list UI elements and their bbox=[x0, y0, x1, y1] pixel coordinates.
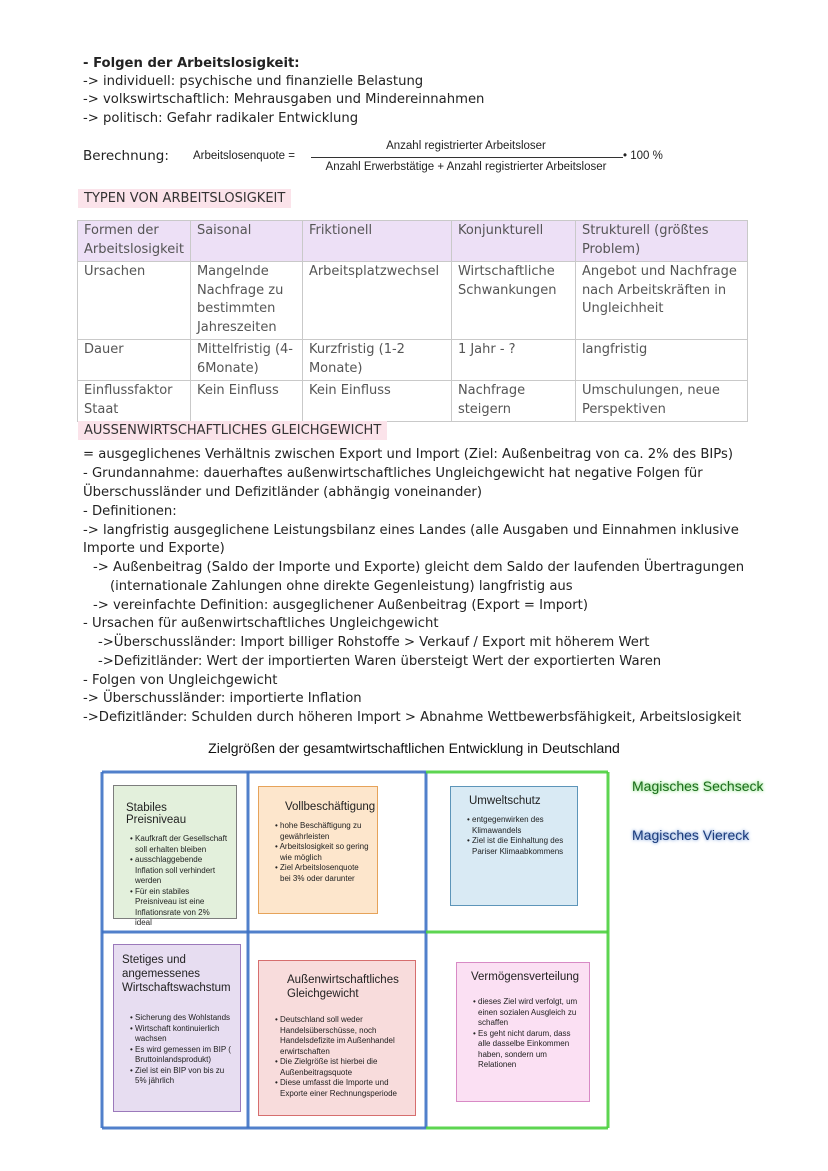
card-title: Umweltschutz bbox=[469, 795, 541, 807]
formula-denominator: Anzahl Erwerbstätige + Anzahl registrierter Arbeitsloser bbox=[325, 161, 607, 173]
card-title: Vollbeschäftigung bbox=[285, 801, 376, 813]
table-cell: Angebot und Nachfrage nach Arbeitskräften in Ungleichheit bbox=[575, 262, 747, 340]
table-cell: Nachfrage steigern bbox=[451, 381, 575, 422]
note-line: -> Außenbeitrag (Saldo der Importe und Exporte) gleicht dem Saldo der laufenden Übertragungen bbox=[93, 560, 745, 575]
card-umweltschutz bbox=[450, 786, 578, 906]
card-bullet: • Arbeitslosigkeit so gering wie möglich bbox=[275, 842, 369, 863]
table-header-cell: Saisonal bbox=[190, 221, 302, 262]
table-header-cell: Friktionell bbox=[302, 221, 451, 262]
card-bullet: • Ziel ist die Einhaltung des Pariser Klimaabkommens bbox=[467, 836, 569, 857]
card-bullets bbox=[459, 815, 569, 857]
card-bullet: • Wirtschaft kontinuierlich wachsen bbox=[130, 1024, 232, 1045]
table-cell: Dauer bbox=[78, 340, 191, 381]
table-cell: Kein Einfluss bbox=[190, 381, 302, 422]
card-bullets bbox=[122, 1013, 232, 1087]
card-bullet: • Die Zielgröße ist hierbei die Außenbeitragsquote bbox=[275, 1057, 407, 1078]
table-cell: Kein Einfluss bbox=[302, 381, 451, 422]
card-bullet: • Es geht nicht darum, dass alle dasselbe Einkommen haben, sondern um Relationen bbox=[473, 1029, 581, 1071]
card-title: Vermögensverteilung bbox=[471, 971, 580, 983]
card-bullets bbox=[267, 821, 369, 884]
card-bullet: • entgegenwirken des Klimawandels bbox=[467, 815, 569, 836]
table-cell: langfristig bbox=[575, 340, 747, 381]
table-cell: Mangelnde Nachfrage zu bestimmten Jahreszeiten bbox=[190, 262, 302, 340]
card-vermoegensverteilung bbox=[456, 962, 590, 1102]
card-title: Außenwirtschaftliches Gleichgewicht bbox=[287, 974, 399, 1000]
table-cell: Umschulungen, neue Perspektiven bbox=[575, 381, 747, 422]
table-row bbox=[78, 262, 748, 340]
note-line: -> vereinfachte Definition: ausgeglichener Außenbeitrag (Export = Import) bbox=[93, 598, 588, 613]
table-cell: Kurzfristig (1-2 Monate) bbox=[302, 340, 451, 381]
table-cell: Mittelfristig (4-6Monate) bbox=[190, 340, 302, 381]
card-bullet: • Ziel Arbeitslosenquote bei 3% oder darunter bbox=[275, 863, 369, 884]
card-bullet: • ausschlaggebende Inflation soll verhindert werden bbox=[130, 855, 228, 887]
note-line: ->Defizitländer: Wert der importierten Waren übersteigt Wert der exportierten Waren bbox=[98, 654, 662, 669]
note-line: - Ursachen für außenwirtschaftliches Ungleichgewicht bbox=[83, 616, 439, 631]
card-bullets bbox=[122, 834, 228, 929]
note-line: -> volkswirtschaftlich: Mehrausgaben und Mindereinnahmen bbox=[83, 92, 485, 107]
table-cell: Arbeitsplatzwechsel bbox=[302, 262, 451, 340]
table-header-cell: Konjunkturell bbox=[451, 221, 575, 262]
card-bullet: • Deutschland soll weder Handelsüberschüsse, noch Handelsdefizite im Außenhandel erwirtschaften bbox=[275, 1015, 407, 1057]
note-line: - Definitionen: bbox=[83, 504, 177, 519]
note-line: Überschussländer und Defizitländer (abhängig voneinander) bbox=[83, 485, 482, 500]
note-line: (internationale Zahlungen ohne direkte Gegenleistung) langfristig aus bbox=[110, 579, 573, 594]
legend-magisches-sechseck: Magisches Sechseck bbox=[632, 778, 764, 794]
table-cell: 1 Jahr - ? bbox=[451, 340, 575, 381]
card-bullets bbox=[267, 1015, 407, 1099]
table-row bbox=[78, 381, 748, 422]
table-row bbox=[78, 340, 748, 381]
card-bullet: • Kaufkraft der Gesellschaft soll erhalten bleiben bbox=[130, 834, 228, 855]
card-vollbeschaeftigung bbox=[258, 786, 378, 914]
note-line: Importe und Exporte) bbox=[83, 541, 225, 556]
card-title: Stetiges und angemessenes Wirtschaftswachstum bbox=[122, 954, 231, 994]
note-line: -> individuell: psychische und finanzielle Belastung bbox=[83, 74, 424, 89]
table-cell: Einflussfaktor Staat bbox=[78, 381, 191, 422]
aussen-heading: AUSSENWIRTSCHAFTLICHES GLEICHGEWICHT bbox=[78, 421, 387, 440]
notes-heading: - Folgen der Arbeitslosigkeit: bbox=[83, 56, 300, 71]
card-bullets bbox=[465, 997, 581, 1071]
card-wirtschaftswachstum bbox=[113, 944, 241, 1112]
note-line: - Grundannahme: dauerhaftes außenwirtschaftliches Ungleichgewicht hat negative Folgen für bbox=[83, 466, 703, 481]
note-line: -> Überschussländer: importierte Inflation bbox=[83, 691, 362, 706]
card-bullet: • Es wird gemessen im BIP ( Bruttoinlandsprodukt) bbox=[130, 1045, 232, 1066]
table-cell: Wirtschaftliche Schwankungen bbox=[451, 262, 575, 340]
card-bullet: • dieses Ziel wird verfolgt, um einen sozialen Ausgleich zu schaffen bbox=[473, 997, 581, 1029]
fraction-bar bbox=[311, 157, 623, 158]
types-heading: TYPEN VON ARBEITSLOSIGKEIT bbox=[78, 189, 291, 208]
card-stabiles-preisniveau bbox=[113, 785, 237, 927]
note-line: -> langfristig ausgeglichene Leistungsbilanz eines Landes (alle Ausgaben und Einnahmen inklusive bbox=[83, 523, 739, 538]
formula-multiplier: • 100 % bbox=[623, 150, 663, 162]
card-bullet: • Ziel ist ein BIP von bis zu 5% jährlich bbox=[130, 1066, 232, 1087]
formula-label: Berechnung: bbox=[83, 148, 169, 164]
formula-numerator: Anzahl registrierter Arbeitsloser bbox=[386, 140, 546, 152]
note-line: -> politisch: Gefahr radikaler Entwicklung bbox=[83, 111, 359, 126]
card-bullet: • hohe Beschäftigung zu gewährleisten bbox=[275, 821, 369, 842]
note-line: ->Defizitländer: Schulden durch höheren Import > Abnahme Wettbewerbsfähigkeit, Arbeitslosigkeit bbox=[83, 710, 742, 725]
note-line: = ausgeglichenes Verhältnis zwischen Export und Import (Ziel: Außenbeitrag von ca. 2% des BIPs) bbox=[83, 447, 734, 462]
card-bullet: • Für ein stabiles Preisniveau ist eine Inflationsrate von 2% ideal bbox=[130, 887, 228, 929]
note-line: ->Überschussländer: Import billiger Rohstoffe > Verkauf / Export mit höherem Wert bbox=[98, 635, 650, 650]
formula-name: Arbeitslosenquote = bbox=[193, 150, 295, 162]
note-line: - Folgen von Ungleichgewicht bbox=[83, 673, 278, 688]
legend-magisches-viereck: Magisches Viereck bbox=[632, 827, 750, 843]
diagram-title: Zielgrößen der gesamtwirtschaftlichen Entwicklung in Deutschland bbox=[208, 740, 620, 756]
card-title: Stabiles Preisniveau bbox=[126, 802, 187, 826]
card-bullet: • Sicherung des Wohlstands bbox=[130, 1013, 232, 1024]
unemployment-formula bbox=[83, 140, 683, 176]
table-cell: Ursachen bbox=[78, 262, 191, 340]
table-header-row bbox=[78, 221, 748, 262]
table-header-cell: Formen der Arbeitslosigkeit bbox=[78, 221, 191, 262]
table-header-cell: Strukturell (größtes Problem) bbox=[575, 221, 747, 262]
card-bullet: • Diese umfasst die Importe und Exporte einer Rechnungsperiode bbox=[275, 1078, 407, 1099]
card-aussenwirtschaft bbox=[258, 960, 416, 1116]
unemployment-types-table bbox=[77, 220, 748, 422]
